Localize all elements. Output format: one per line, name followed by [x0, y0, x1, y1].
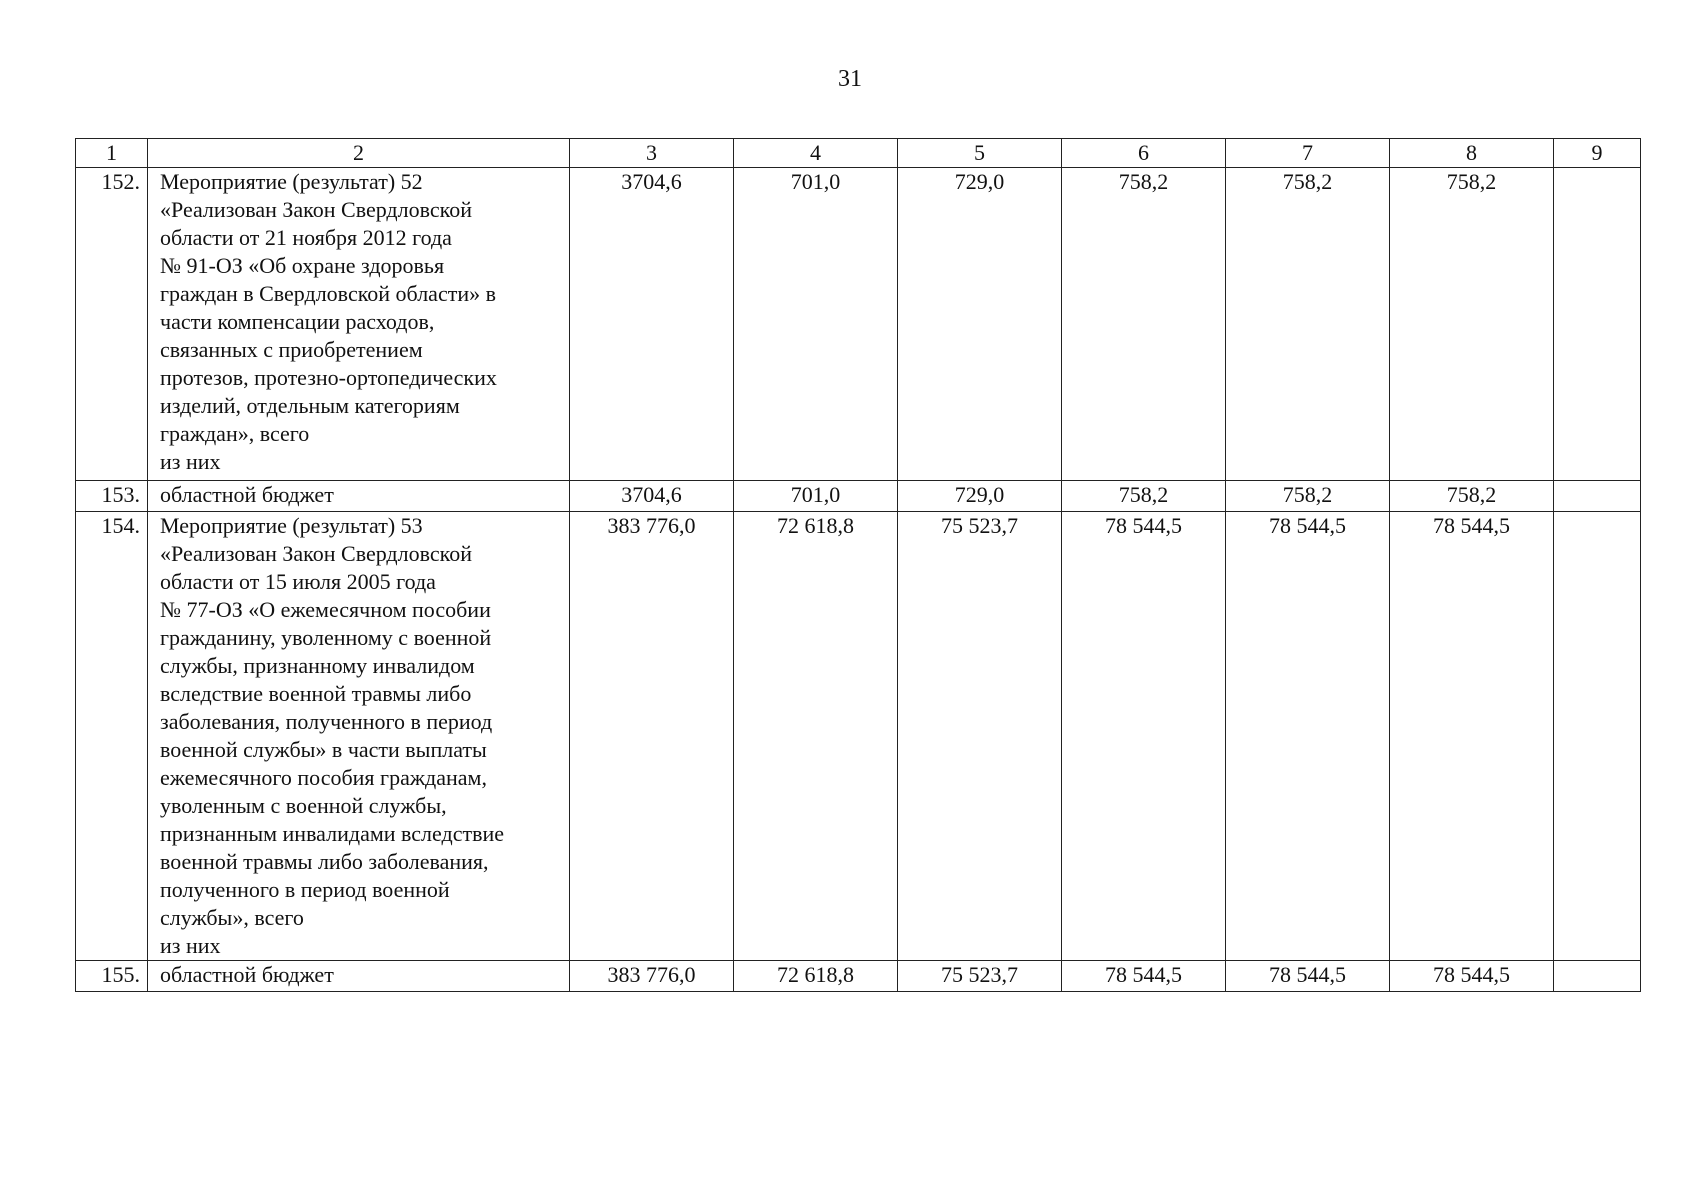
row-number: 153.	[76, 481, 148, 512]
value-col-9	[1554, 168, 1641, 481]
row-name-line: Мероприятие (результат) 53	[160, 513, 423, 538]
value-total: 383 776,0	[570, 512, 734, 961]
row-name	[148, 481, 570, 512]
value-col-5: 729,0	[898, 168, 1062, 481]
column-header: 4	[734, 139, 898, 168]
column-header: 5	[898, 139, 1062, 168]
row-name-line: службы, признанному инвалидом	[160, 653, 475, 678]
column-header: 9	[1554, 139, 1641, 168]
budget-table	[75, 138, 1641, 992]
row-name-line: заболевания, полученного в период	[160, 709, 493, 734]
row-name-line: из них	[160, 449, 221, 474]
table-header-row	[76, 139, 1641, 168]
value-col-9	[1554, 512, 1641, 961]
value-col-8: 758,2	[1390, 481, 1554, 512]
value-col-7: 78 544,5	[1226, 961, 1390, 992]
value-col-4: 701,0	[734, 481, 898, 512]
row-name-line: вследствие военной травмы либо	[160, 681, 472, 706]
row-name-line: области от 15 июля 2005 года	[160, 569, 436, 594]
row-number: 154.	[76, 512, 148, 961]
table-row	[76, 481, 1641, 512]
value-col-5: 729,0	[898, 481, 1062, 512]
row-name	[148, 512, 570, 961]
value-col-6: 78 544,5	[1062, 961, 1226, 992]
value-col-4: 72 618,8	[734, 512, 898, 961]
value-col-4: 701,0	[734, 168, 898, 481]
row-name-line: областной бюджет	[160, 482, 334, 507]
row-name-line: граждан в Свердловской области» в	[160, 281, 496, 306]
row-name-line: ежемесячного пособия гражданам,	[160, 765, 487, 790]
row-name-line: признанным инвалидами вследствие	[160, 821, 505, 846]
value-col-8: 78 544,5	[1390, 961, 1554, 992]
row-name-line: военной службы» в части выплаты	[160, 737, 487, 762]
column-header: 2	[148, 139, 570, 168]
value-col-9	[1554, 961, 1641, 992]
column-header: 6	[1062, 139, 1226, 168]
row-name-line: граждан», всего	[160, 421, 310, 446]
row-name-line: уволенным с военной службы,	[160, 793, 447, 818]
row-name-line: области от 21 ноября 2012 года	[160, 225, 452, 250]
row-name-line: военной травмы либо заболевания,	[160, 849, 489, 874]
column-header: 7	[1226, 139, 1390, 168]
value-col-5: 75 523,7	[898, 961, 1062, 992]
row-name	[148, 168, 570, 481]
row-number: 152.	[76, 168, 148, 481]
row-name-line: из них	[160, 933, 221, 958]
row-name-line: части компенсации расходов,	[160, 309, 435, 334]
value-total: 3704,6	[570, 481, 734, 512]
table-row	[76, 168, 1641, 481]
value-total: 383 776,0	[570, 961, 734, 992]
value-col-6: 758,2	[1062, 168, 1226, 481]
column-header: 8	[1390, 139, 1554, 168]
row-name-line: службы», всего	[160, 905, 304, 930]
row-name-line: № 91-ОЗ «Об охране здоровья	[160, 253, 445, 278]
value-col-8: 758,2	[1390, 168, 1554, 481]
value-col-6: 758,2	[1062, 481, 1226, 512]
value-col-7: 758,2	[1226, 481, 1390, 512]
row-name-line: протезов, протезно-ортопедических	[160, 365, 497, 390]
value-col-4: 72 618,8	[734, 961, 898, 992]
row-name-line: № 77-ОЗ «О ежемесячном пособии	[160, 597, 491, 622]
table-row	[76, 512, 1641, 961]
value-col-7: 78 544,5	[1226, 512, 1390, 961]
value-col-8: 78 544,5	[1390, 512, 1554, 961]
row-name-line: гражданину, уволенному с военной	[160, 625, 492, 650]
column-header: 3	[570, 139, 734, 168]
row-name-line: связанных с приобретением	[160, 337, 423, 362]
row-name-line: полученного в период военной	[160, 877, 450, 902]
row-name-line: областной бюджет	[160, 962, 334, 987]
column-header: 1	[76, 139, 148, 168]
value-col-7: 758,2	[1226, 168, 1390, 481]
row-name-line: изделий, отдельным категориям	[160, 393, 460, 418]
row-number: 155.	[76, 961, 148, 992]
value-col-5: 75 523,7	[898, 512, 1062, 961]
value-col-6: 78 544,5	[1062, 512, 1226, 961]
row-name-line: Мероприятие (результат) 52	[160, 169, 423, 194]
value-total: 3704,6	[570, 168, 734, 481]
row-name	[148, 961, 570, 992]
row-name-line: «Реализован Закон Свердловской	[160, 541, 472, 566]
page-number: 31	[838, 66, 862, 92]
value-col-9	[1554, 481, 1641, 512]
table-row	[76, 961, 1641, 992]
row-name-line: «Реализован Закон Свердловской	[160, 197, 472, 222]
